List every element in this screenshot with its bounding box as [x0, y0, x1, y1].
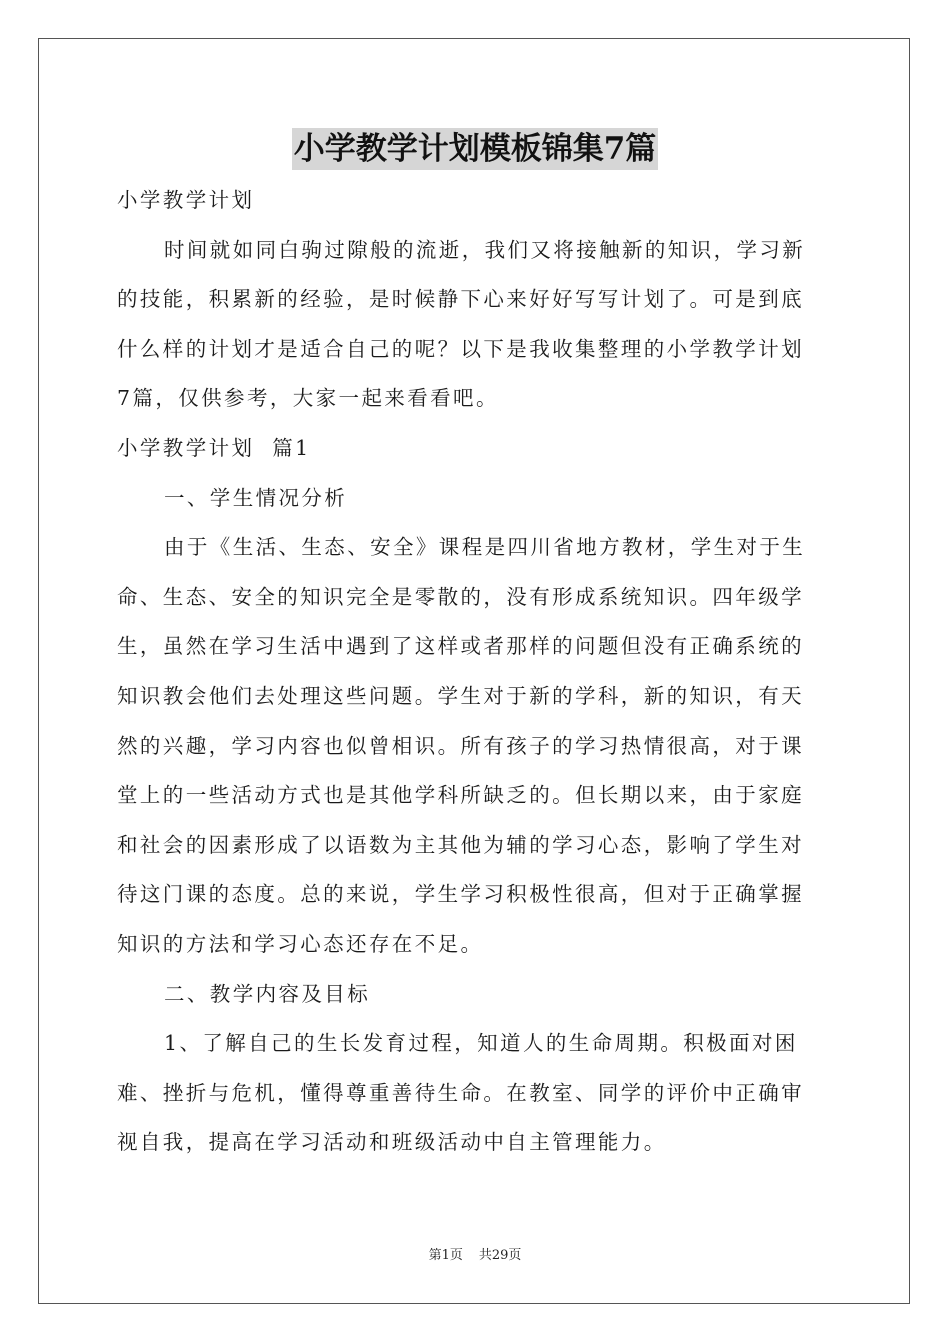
paragraph-line: 知识教会他们去处理这些问题。学生对于新的学科，新的知识，有天 [117, 683, 804, 708]
paragraph-line: 时间就如同白驹过隙般的流逝，我们又将接触新的知识，学习新 [164, 237, 806, 262]
page-number: 第1页 [428, 1248, 463, 1263]
section-heading: 小学教学计划 [117, 188, 255, 212]
paragraph-line: 然的兴趣，学习内容也似曾相识。所有孩子的学习热情很高，对于课 [117, 733, 804, 758]
page-footer [0, 1247, 950, 1265]
paragraph-line: 的技能，积累新的经验，是时候静下心来好好写写计划了。可是到底 [117, 287, 804, 312]
paragraph-line: 堂上的一些活动方式也是其他学科所缺乏的。但长期以来，由于家庭 [117, 783, 804, 808]
page-total: 共29页 [478, 1248, 522, 1263]
paragraph-line: 视自我，提高在学习活动和班级活动中自主管理能力。 [117, 1130, 667, 1155]
paragraph-line: 什么样的计划才是适合自己的呢？以下是我收集整理的小学教学计划 [117, 336, 804, 361]
title-container [0, 128, 950, 170]
paragraph-line: 7篇，仅供参考，大家一起来看看吧。 [117, 386, 499, 411]
subsection-heading: 二、教学内容及目标 [164, 981, 371, 1006]
paragraph-line: 生，虽然在学习生活中遇到了这样或者那样的问题但没有正确系统的 [117, 634, 804, 659]
paragraph-line: 由于《生活、生态、安全》课程是四川省地方教材，学生对于生 [164, 535, 806, 560]
paragraph-line: 知识的方法和学习心态还存在不足。 [117, 931, 484, 956]
document-body [117, 176, 833, 1168]
section-heading: 小学教学计划 篇1 [117, 435, 311, 460]
paragraph-line: 待这门课的态度。总的来说，学生学习积极性很高，但对于正确掌握 [117, 882, 804, 907]
paragraph-line: 命、生态、安全的知识完全是零散的，没有形成系统知识。四年级学 [117, 584, 804, 609]
document-title: 小学教学计划模板锦集7篇 [292, 128, 659, 170]
paragraph-line: 1、了解自己的生长发育过程，知道人的生命周期。积极面对困 [164, 1031, 798, 1056]
paragraph-line: 和社会的因素形成了以语数为主其他为辅的学习心态，影响了学生对 [117, 832, 804, 857]
subsection-heading: 一、学生情况分析 [164, 485, 348, 510]
paragraph-line: 难、挫折与危机，懂得尊重善待生命。在教室、同学的评价中正确审 [117, 1080, 804, 1105]
